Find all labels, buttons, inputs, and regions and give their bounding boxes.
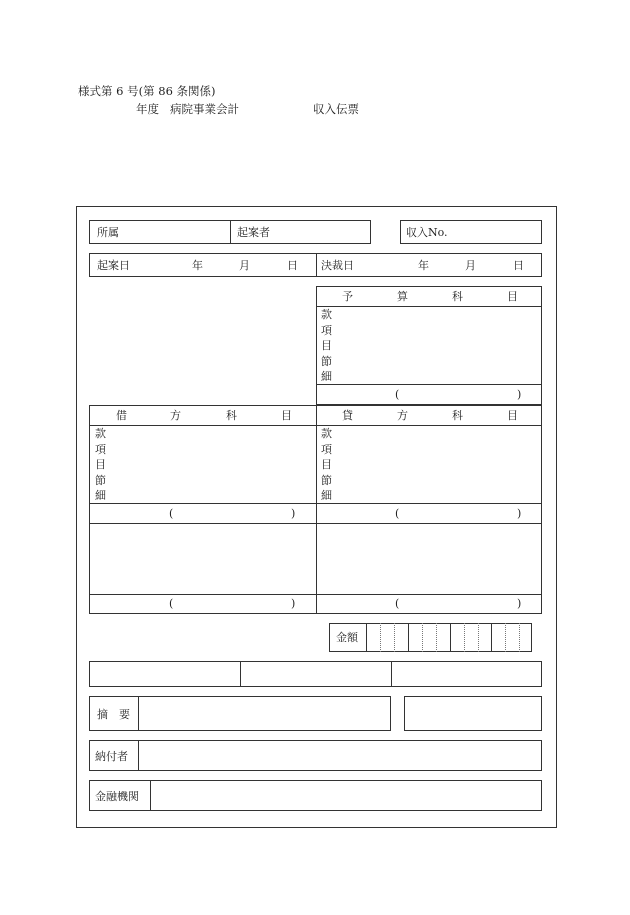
bank-box [89,780,542,811]
budget-box [316,286,542,405]
debit-item: 目 [95,458,106,471]
digit-divider [422,623,423,652]
budget-item: 項 [321,323,332,337]
debit-paren-close: ) [291,507,296,520]
credit-item: 目 [321,458,332,471]
budget-paren-open: ( [395,388,400,401]
digit-divider [394,623,395,652]
fiscal-year-label: 年度 [136,102,159,116]
divider [89,523,542,524]
debit-item: 款 [95,427,106,440]
divider [450,623,451,652]
blank-row [89,661,542,687]
digit-divider [478,623,479,652]
bank-label: 金融機関 [95,790,139,803]
digit-divider [464,623,465,652]
summary-side-box [404,696,542,731]
credit-item: 細 [321,489,332,502]
debit-items [95,426,106,504]
divider [89,503,542,504]
divider [138,696,139,731]
credit-header-char: 貸 [342,409,353,422]
divider [491,623,492,652]
divider [316,384,542,385]
credit-paren-close: ) [517,597,522,610]
digit-divider [519,623,520,652]
digit-divider [505,623,506,652]
debit-item: 節 [95,473,106,487]
drafter-label: 起案者 [237,226,270,239]
draft-month: 月 [239,259,250,272]
budget-item: 節 [321,354,332,368]
debit-header-char: 借 [116,409,127,422]
budget-header-char: 予 [342,290,353,303]
divider [138,740,139,771]
budget-header-char: 科 [452,290,463,303]
credit-paren-open: ( [395,597,400,610]
debit-item: 細 [95,489,106,502]
divider [391,661,392,687]
divider [366,623,367,652]
credit-item: 項 [321,442,332,456]
divider [316,405,317,614]
summary-box [89,696,391,731]
digit-divider [380,623,381,652]
decision-day: 日 [513,259,524,272]
form-number: 様式第 6 号(第 86 条関係) [78,84,216,98]
divider [240,661,241,687]
amount-box [329,623,532,652]
budget-item: 細 [321,370,332,383]
budget-header-char: 目 [507,290,518,303]
payer-label: 納付者 [95,750,128,763]
draft-date-label: 起案日 [97,259,130,272]
credit-header-char: 科 [452,409,463,422]
debit-header-char: 科 [226,409,237,422]
digit-divider [436,623,437,652]
credit-header-char: 方 [397,409,408,422]
budget-paren-close: ) [517,388,522,401]
divider [316,306,542,307]
slip-title: 収入伝票 [313,102,359,116]
budget-header-char: 算 [397,290,408,303]
amount-label: 金額 [336,631,358,644]
credit-item: 款 [321,427,332,440]
divider [230,220,231,244]
credit-items [321,426,332,504]
divider [150,780,151,811]
draft-year: 年 [192,259,203,272]
debit-header-char: 目 [281,409,292,422]
draft-day: 日 [287,259,298,272]
divider [408,623,409,652]
divider [89,425,542,426]
dept-label: 所属 [97,226,119,239]
divider [316,253,317,277]
debit-item: 項 [95,442,106,456]
receipt-no-label: 収入No. [406,226,448,239]
decision-month: 月 [465,259,476,272]
payer-box [89,740,542,771]
budget-item: 款 [321,308,332,321]
budget-item: 目 [321,339,332,352]
debit-paren-open: ( [169,507,174,520]
divider [89,594,542,595]
credit-paren-close: ) [517,507,522,520]
credit-paren-open: ( [395,507,400,520]
credit-header-char: 目 [507,409,518,422]
debit-paren-close: ) [291,597,296,610]
account-name: 病院事業会計 [170,102,239,116]
debit-header-char: 方 [170,409,181,422]
summary-label: 摘 要 [97,708,130,721]
decision-year: 年 [418,259,429,272]
debit-paren-open: ( [169,597,174,610]
credit-item: 節 [321,473,332,487]
budget-items [321,307,332,385]
decision-date-label: 決裁日 [321,259,354,272]
